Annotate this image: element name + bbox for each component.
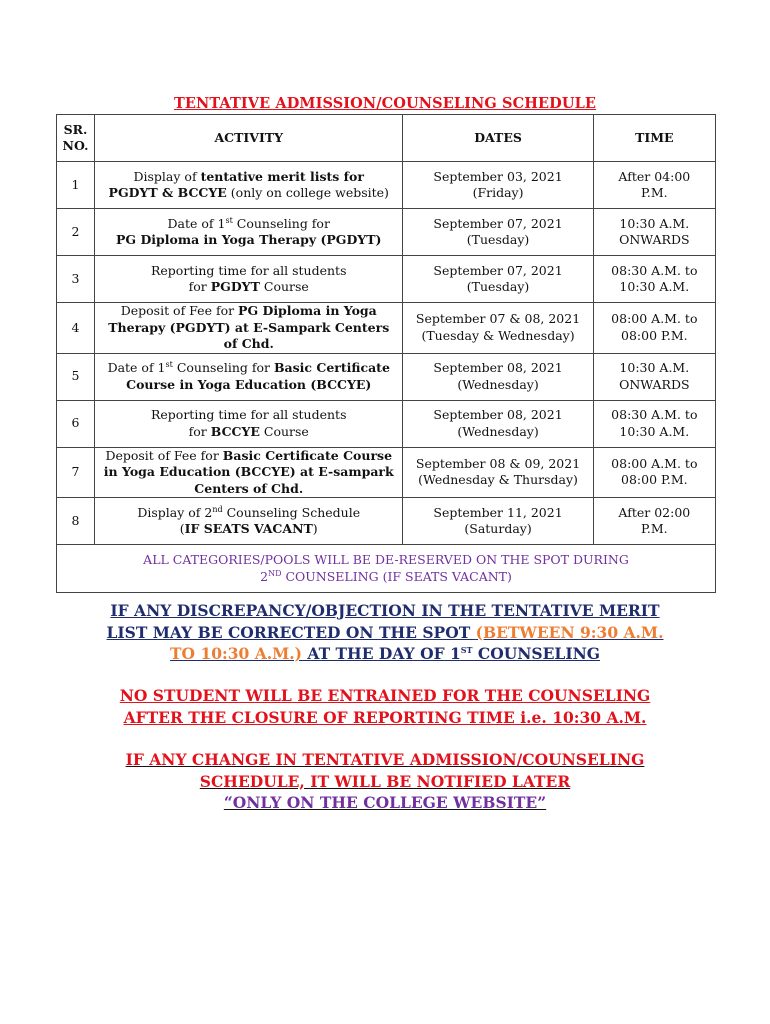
date-cell: September 03, 2021 (Friday) — [403, 162, 593, 209]
activity-cell: Deposit of Fee for Basic Certificate Course in Yoga Education (BCCYE) at E-sampark Centers of Chd. — [95, 447, 403, 498]
time-cell: After 02:00 P.M. — [593, 498, 715, 545]
sr-cell: 5 — [57, 353, 95, 400]
table-row — [57, 209, 716, 256]
sr-cell: 3 — [57, 256, 95, 303]
entrain-notice: NO STUDENT WILL BE ENTRAINED FOR THE COUNSELING AFTER THE CLOSURE OF REPORTING TIME i.e. 10:30 A.M. — [119, 686, 651, 727]
activity-cell: Date of 1st Counseling for PG Diploma in Yoga Therapy (PGDYT) — [95, 209, 403, 256]
sr-cell: 7 — [57, 447, 95, 498]
activity-cell: Display of 2nd Counseling Schedule (IF SEATS VACANT) — [95, 498, 403, 545]
table-row — [57, 400, 716, 447]
header-sr-no: SR. NO. — [57, 115, 95, 162]
time-cell: 08:30 A.M. to 10:30 A.M. — [593, 400, 715, 447]
time-cell: 10:30 A.M. ONWARDS — [593, 353, 715, 400]
header-time: TIME — [593, 115, 715, 162]
dereserve-note: ALL CATEGORIES/POOLS WILL BE DE-RESERVED ON THE SPOT DURING 2ND COUNSELING (IF SEATS VACANT) — [57, 545, 716, 593]
activity-cell: Reporting time for all students for PGDYT Course — [95, 256, 403, 303]
table-row — [57, 353, 716, 400]
date-cell: September 07, 2021 (Tuesday) — [403, 256, 593, 303]
date-cell: September 11, 2021 (Saturday) — [403, 498, 593, 545]
date-cell: September 08, 2021 (Wednesday) — [403, 400, 593, 447]
time-cell: 08:30 A.M. to 10:30 A.M. — [593, 256, 715, 303]
table-row — [57, 447, 716, 498]
activity-cell: Display of tentative merit lists for PGDYT & BCCYE (only on college website) — [95, 162, 403, 209]
sr-cell: 1 — [57, 162, 95, 209]
header-activity: ACTIVITY — [95, 115, 403, 162]
sr-cell: 6 — [57, 400, 95, 447]
table-header-row — [57, 115, 716, 162]
header-dates: DATES — [403, 115, 593, 162]
activity-cell: Date of 1st Counseling for Basic Certificate Course in Yoga Education (BCCYE) — [95, 353, 403, 400]
sr-cell: 2 — [57, 209, 95, 256]
activity-cell: Deposit of Fee for PG Diploma in Yoga Therapy (PGDYT) at E-Sampark Centers of Chd. — [95, 303, 403, 354]
date-cell: September 07 & 08, 2021 (Tuesday & Wednesday) — [403, 303, 593, 354]
date-cell: September 08, 2021 (Wednesday) — [403, 353, 593, 400]
table-note-row — [57, 545, 716, 593]
date-cell: September 08 & 09, 2021 (Wednesday & Thursday) — [403, 447, 593, 498]
table-row — [57, 256, 716, 303]
discrepancy-notice: IF ANY DISCREPANCY/OBJECTION IN THE TENTATIVE MERIT LIST MAY BE CORRECTED ON THE SPOT (BETWEEN 9:30 A.M. TO 10:30 A.M.) AT THE DAY OF 1ST COUNSELING — [106, 601, 664, 663]
table-row — [57, 162, 716, 209]
table-row — [57, 303, 716, 354]
time-cell: 08:00 A.M. to 08:00 P.M. — [593, 447, 715, 498]
page-title: TENTATIVE ADMISSION/COUNSELING SCHEDULE — [173, 95, 597, 112]
time-cell: 08:00 A.M. to 08:00 P.M. — [593, 303, 715, 354]
activity-cell: Reporting time for all students for BCCYE Course — [95, 400, 403, 447]
table-row — [57, 498, 716, 545]
sr-cell: 8 — [57, 498, 95, 545]
date-cell: September 07, 2021 (Tuesday) — [403, 209, 593, 256]
time-cell: 10:30 A.M. ONWARDS — [593, 209, 715, 256]
time-cell: After 04:00 P.M. — [593, 162, 715, 209]
schedule-table — [56, 114, 716, 593]
change-notice: IF ANY CHANGE IN TENTATIVE ADMISSION/COUNSELING SCHEDULE, IT WILL BE NOTIFIED LATER “ONLY ON THE COLLEGE WEBSITE” — [125, 750, 645, 812]
sr-cell: 4 — [57, 303, 95, 354]
